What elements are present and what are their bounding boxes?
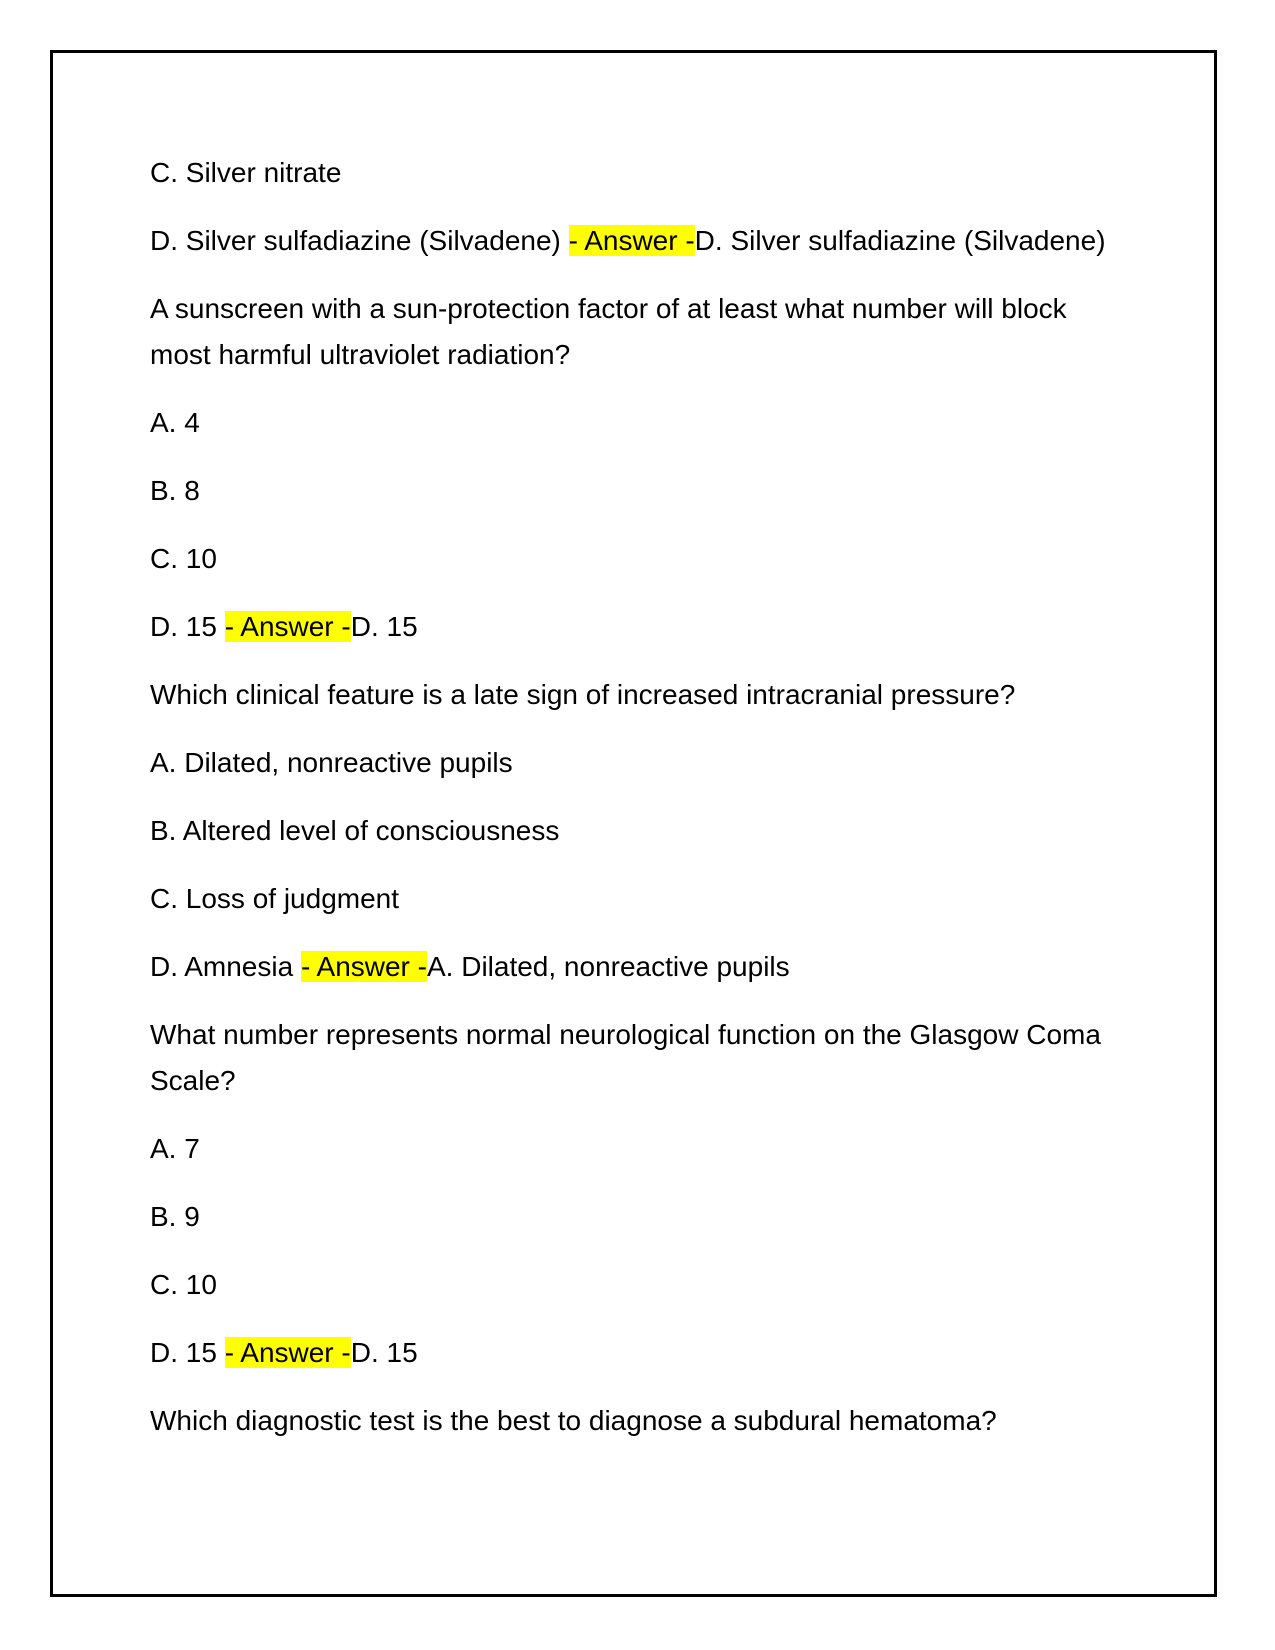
option-line: A. 4 xyxy=(150,407,200,438)
answer-line: D. 15 - Answer -D. 15 xyxy=(150,1337,418,1368)
option-line: A. 7 xyxy=(150,1133,200,1164)
question-text: A sunscreen with a sun-protection factor of at least what number will block most harmful ultraviolet radiation? xyxy=(150,293,1067,370)
option-line: C. Loss of judgment xyxy=(150,883,400,914)
answer-line: D. Amnesia - Answer -A. Dilated, nonreactive pupils xyxy=(150,951,790,982)
option-line: C. 10 xyxy=(150,1269,217,1300)
answer-line: D. Silver sulfadiazine (Silvadene) - Answer -D. Silver sulfadiazine (Silvadene) xyxy=(150,225,1106,256)
question-text: What number represents normal neurological function on the Glasgow Coma Scale? xyxy=(150,1019,1101,1096)
option-line: B. Altered level of consciousness xyxy=(150,815,560,846)
answer-highlight: - Answer - xyxy=(300,951,427,982)
option-line: A. Dilated, nonreactive pupils xyxy=(150,747,513,778)
question-text: Which diagnostic test is the best to diagnose a subdural hematoma? xyxy=(150,1405,997,1436)
answer-highlight: - Answer - xyxy=(568,225,695,256)
option-line: C. 10 xyxy=(150,543,217,574)
option-line: B. 8 xyxy=(150,475,200,506)
answer-highlight: - Answer - xyxy=(224,611,351,642)
document-content xyxy=(150,150,1130,1466)
option-line: C. Silver nitrate xyxy=(150,157,342,188)
answer-line: D. 15 - Answer -D. 15 xyxy=(150,611,418,642)
option-line: B. 9 xyxy=(150,1201,200,1232)
answer-highlight: - Answer - xyxy=(224,1337,351,1368)
question-text: Which clinical feature is a late sign of increased intracranial pressure? xyxy=(150,679,1016,710)
